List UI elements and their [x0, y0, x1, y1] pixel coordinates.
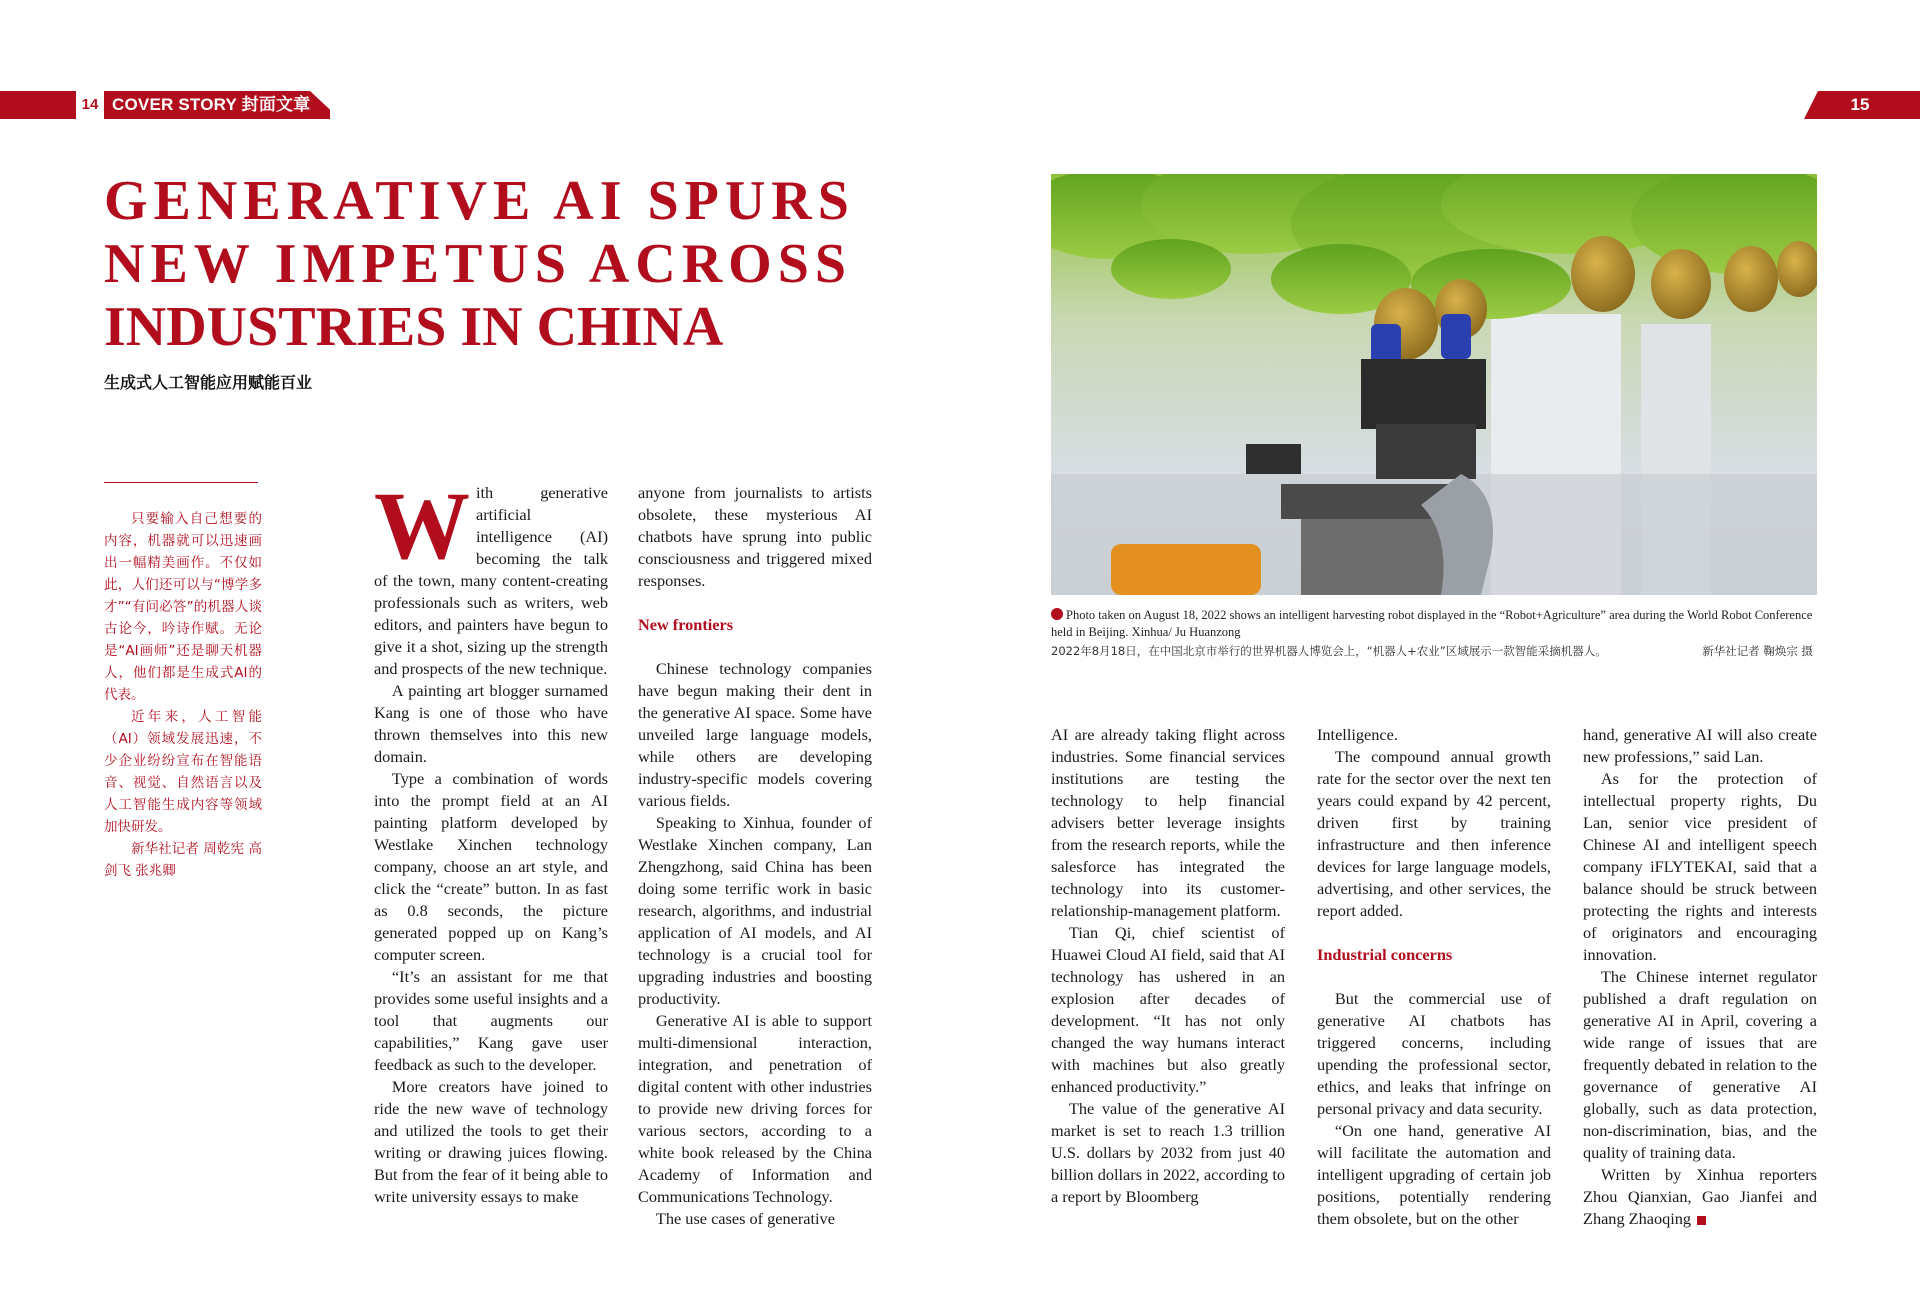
left-page-number: 14 — [76, 91, 104, 119]
article-paragraph — [374, 472, 608, 680]
article-paragraph: AI are already taking flight across industries. Some financial services institutions are testing the technology to help financial advisers better leverage insights from the research reports, while the salesforce has integrated the technology into its customer-relationship-management platform. — [1051, 725, 1285, 920]
headline-line-3: INDUSTRIES IN CHINA — [104, 296, 724, 358]
right-page-number: 15 — [1850, 95, 1870, 114]
article-paragraph: “On one hand, generative AI will facilitate the automation and intelligent upgrading of certain job positions, potentially rendering them obsolete, but on the other — [1317, 1121, 1551, 1228]
section-heading: Industrial concerns — [1317, 945, 1453, 964]
headline-line-2: NEW IMPETUS ACROSS — [104, 233, 853, 295]
article-paragraph: More creators have joined to ride the new wave of technology and utilized the tools to get their writing or drawing juices flowing. But from the fear of it being able to write university essays to make — [374, 1077, 608, 1206]
article-paragraph: anyone from journalists to artists obsolete, these mysterious AI chatbots have sprung into public consciousness and triggered mixed responses. — [638, 483, 872, 590]
photo-caption-en-text: Photo taken on August 18, 2022 shows an intelligent harvesting robot displayed in the “Robot+Agriculture” area during the World Robot Conference held in Beijing. Xinhua/ Ju Huanzong — [1051, 608, 1813, 639]
article-paragraph: The compound annual growth rate for the sector over the next ten years could expand by 42 percent, driven first by training infrastructure and then inference devices for large language models, advertising, and other services, the report added. — [1317, 747, 1551, 920]
byline: Written by Xinhua reporters Zhou Qianxian, Gao Jianfei and Zhang Zhaoqing — [1583, 1165, 1817, 1228]
article-paragraph: “It’s an assistant for me that provides some useful insights and a tool that augments our capabilities,” Kang gave user feedback as such to the developer. — [374, 967, 608, 1074]
article-column-5 — [1583, 724, 1817, 1230]
article-column-2 — [638, 482, 872, 1230]
article-paragraph: But the commercial use of generative AI chatbots has triggered concerns, including upending the professional sector, ethics, and leaks that infringe on personal privacy and data security. — [1317, 989, 1551, 1118]
article-column-3 — [1051, 724, 1285, 1208]
photo-credit-cn: 新华社记者 鞠焕宗 摄 — [1702, 644, 1813, 658]
article-paragraph-text: ith generative artificial intelligence (AI) becoming the talk of the town, many content-creating professionals such as writers, web editors, and painters have begun to give it a shot, sizing up the strength and prospects of the new technique. — [374, 483, 608, 678]
headline-line-1: GENERATIVE AI SPURS — [104, 170, 855, 232]
article-paragraph — [1583, 1164, 1817, 1230]
photo-illustration — [1051, 174, 1817, 595]
end-mark-icon — [1697, 1216, 1706, 1225]
section-label: COVER STORY 封面文章 — [112, 95, 311, 114]
photo-caption-cn-text: 2022年8月18日，在中国北京市举行的世界机器人博览会上，“机器人+农业”区域展示一款智能采摘机器人。 — [1051, 644, 1607, 658]
article-paragraph: A painting art blogger surnamed Kang is one of those who have thrown themselves into this new domain. — [374, 681, 608, 766]
article-paragraph: As for the protection of intellectual property rights, Du Lan, senior vice president of Chinese AI and intelligent speech company iFLYTEKAI, said that a balance should be struck between protecting the rights and interests of originators and encouraging innovation. — [1583, 769, 1817, 964]
photo-caption-cn — [1051, 643, 1817, 660]
summary-cn-credit: 新华社记者 周乾宪 高剑飞 张兆卿 — [104, 841, 262, 879]
left-page-header — [0, 91, 330, 119]
article-paragraph: Speaking to Xinhua, founder of Westlake Xinchen company, Lan Zhengzhong, said China has been doing some terrific work in basic research, algorithms, and industrial application of AI models, and AI technology is a crucial tool for upgrading industries and boosting productivity. — [638, 813, 872, 1008]
section-heading: New frontiers — [638, 615, 734, 634]
article-paragraph: Type a combination of words into the prompt field at an AI painting platform developed by Westlake Xinchen technology company, choose an art style, and click the “create” button. In as fast as 0.8 seconds, the picture generated popped up on Kang’s computer screen. — [374, 769, 608, 964]
article-paragraph: Chinese technology companies have begun making their dent in the generative AI space. Some have unveiled large language models, while others are developing industry-specific models covering various fields. — [638, 659, 872, 810]
article-paragraph: Intelligence. — [1317, 725, 1398, 744]
subtitle-cn: 生成式人工智能应用赋能百业 — [104, 373, 313, 392]
summary-divider — [104, 482, 258, 483]
photo-caption-en — [1051, 607, 1817, 641]
headline — [104, 170, 904, 359]
summary-cn-paragraph: 近年来，人工智能（AI）领域发展迅速，不少企业纷纷宣布在智能语音、视觉、自然语言以及人工智能生成内容等领域加快研发。 — [104, 709, 262, 835]
summary-cn — [104, 508, 262, 882]
article-paragraph: Generative AI is able to support multi-dimensional interaction, integration, and penetration of digital content with other industries to provide new driving forces for various sectors, according to a white book released by the China Academy of Information and Communications Technology. — [638, 1011, 872, 1206]
article-paragraph: hand, generative AI will also create new professions,” said Lan. — [1583, 725, 1817, 766]
camera-icon — [1051, 608, 1063, 620]
harvesting-robot-photo — [1051, 174, 1817, 595]
summary-cn-paragraph: 只要输入自己想要的内容，机器就可以迅速画出一幅精美画作。不仅如此，人们还可以与“博学多才”“有问必答”的机器人谈古论今，吟诗作赋。无论是“AI画师”还是聊天机器人，他们都是生成式AI的代表。 — [104, 511, 262, 703]
article-column-4 — [1317, 724, 1551, 1230]
article-paragraph: Tian Qi, chief scientist of Huawei Cloud AI field, said that AI technology has ushered in an explosion after decades of development. “It has not only changed the way humans interact with machines but also greatly enhanced productivity.” — [1051, 923, 1285, 1096]
article-paragraph: The value of the generative AI market is set to reach 1.3 trillion U.S. dollars by 2032 from just 40 billion dollars in 2022, according to a report by Bloomberg — [1051, 1099, 1285, 1206]
drop-cap: W — [374, 472, 470, 579]
right-page-header — [1804, 91, 1920, 119]
article-paragraph: The Chinese internet regulator published a draft regulation on generative AI in April, covering a wide range of issues that are frequently debated in relation to the governance of generative AI globally, such as data protection, non-discrimination, bias, and the quality of training data. — [1583, 967, 1817, 1162]
article-paragraph: The use cases of generative — [655, 1209, 835, 1228]
article-column-1 — [374, 472, 608, 1208]
